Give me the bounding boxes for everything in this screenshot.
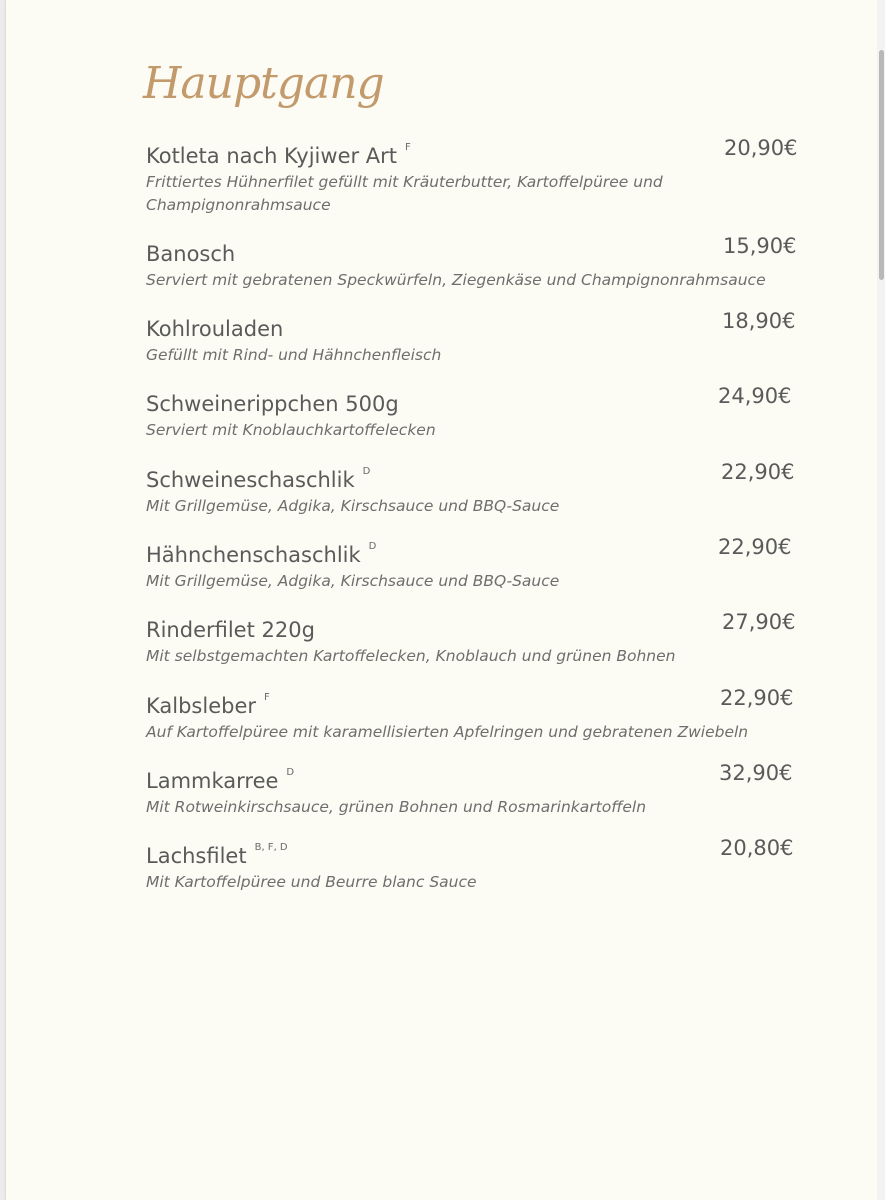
item-price: 27,90€ <box>722 610 796 634</box>
item-description: Auf Kartoffelpüree mit karamellisierten Apfelringen und gebratenen Zwiebeln <box>146 723 749 741</box>
item-name: Hähnchenschaschlik <box>146 543 361 567</box>
item-price: 18,90€ <box>722 309 796 333</box>
item-description: Gefüllt mit Rind- und Hähnchenfleisch <box>146 346 442 364</box>
item-description: Mit Kartoffelpüree und Beurre blanc Sauce <box>146 873 477 891</box>
item-name: Kohlrouladen <box>146 317 284 341</box>
item-price: 24,90€ <box>718 384 792 408</box>
menu-item <box>146 684 796 744</box>
allergen-marker: D <box>362 466 371 477</box>
menu-item <box>146 382 796 442</box>
menu-item <box>146 608 796 668</box>
allergen-marker: F <box>264 692 270 703</box>
item-description: Frittiertes Hühnerfilet gefüllt mit Kräuterbutter, Kartoffelpüree und Champignonrahmsauce <box>146 173 663 214</box>
item-price: 20,90€ <box>724 136 798 160</box>
item-description: Mit Rotweinkirschsauce, grünen Bohnen und Rosmarinkartoffeln <box>146 798 647 816</box>
menu-item <box>146 307 796 367</box>
item-name-row <box>146 458 796 494</box>
item-name: Banosch <box>146 242 236 266</box>
item-price: 32,90€ <box>719 761 793 785</box>
allergen-marker: B, F, D <box>254 842 288 853</box>
section-heading: Hauptgang <box>143 58 384 109</box>
item-name-row <box>146 533 796 569</box>
menu-item <box>146 232 796 292</box>
item-description: Mit Grillgemüse, Adgika, Kirschsauce und BBQ-Sauce <box>146 497 560 515</box>
menu-item <box>146 834 796 894</box>
item-price: 15,90€ <box>723 234 797 258</box>
item-name-row <box>146 307 796 343</box>
item-name: Kotleta nach Kyjiwer Art <box>146 144 398 168</box>
allergen-marker: F <box>405 142 411 153</box>
item-price: 22,90€ <box>720 686 794 710</box>
item-name: Kalbsleber <box>146 694 257 718</box>
item-description: Mit selbstgemachten Kartoffelecken, Knoblauch und grünen Bohnen <box>146 647 676 665</box>
allergen-marker: D <box>368 541 377 552</box>
item-name: Schweinerippchen 500g <box>146 392 399 416</box>
menu-item <box>146 759 796 819</box>
item-price: 20,80€ <box>720 836 794 860</box>
item-name-row <box>146 134 796 170</box>
item-name-row <box>146 759 796 795</box>
item-name-row <box>146 382 796 418</box>
item-name: Lammkarree <box>146 769 279 793</box>
scrollbar-thumb[interactable] <box>879 50 884 280</box>
item-name-row <box>146 684 796 720</box>
item-name-row <box>146 232 796 268</box>
menu-item <box>146 533 796 593</box>
menu-item <box>146 458 796 518</box>
item-name: Rinderfilet 220g <box>146 618 315 642</box>
allergen-marker: D <box>286 767 295 778</box>
menu-item <box>146 134 796 217</box>
item-price: 22,90€ <box>718 535 792 559</box>
item-description: Serviert mit Knoblauchkartoffelecken <box>146 421 436 439</box>
vertical-scrollbar[interactable] <box>877 0 885 1200</box>
item-name-row <box>146 608 796 644</box>
menu-page <box>6 0 877 1200</box>
item-name: Schweineschaschlik <box>146 468 355 492</box>
item-description: Mit Grillgemüse, Adgika, Kirschsauce und BBQ-Sauce <box>146 572 560 590</box>
item-description: Serviert mit gebratenen Speckwürfeln, Ziegenkäse und Champignonrahmsauce <box>146 271 766 289</box>
item-name: Lachsfilet <box>146 844 247 868</box>
item-name-row <box>146 834 796 870</box>
item-price: 22,90€ <box>721 460 795 484</box>
